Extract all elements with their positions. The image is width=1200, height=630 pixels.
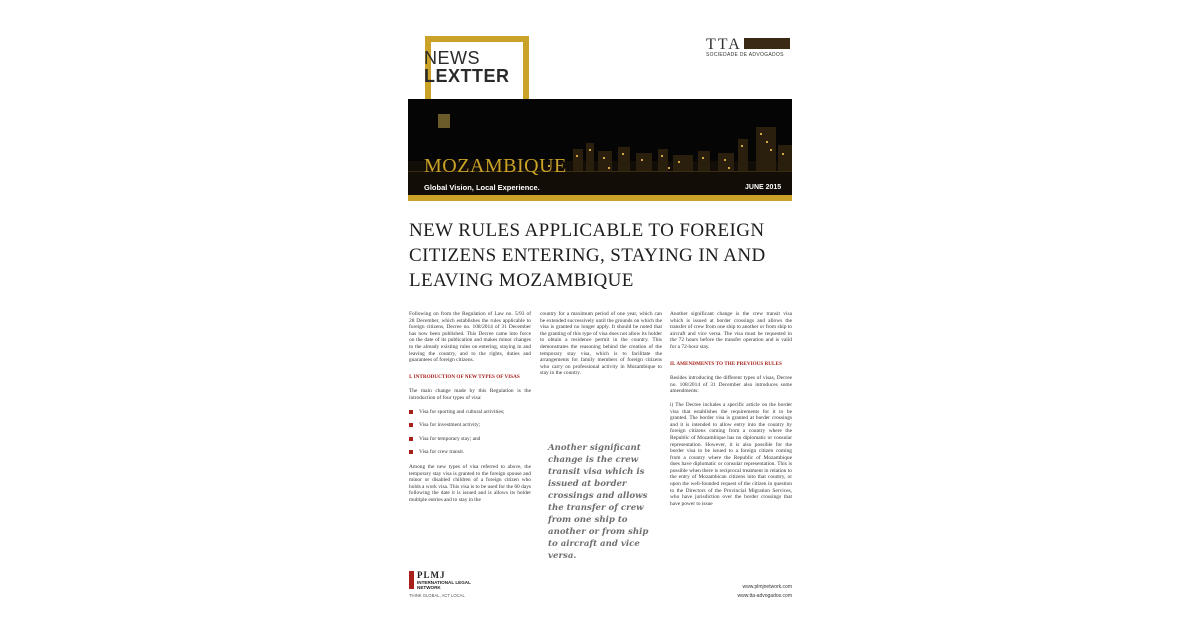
gold-divider: [408, 195, 792, 201]
footer-links: [730, 583, 792, 601]
visa-type-list: [409, 409, 531, 456]
newsletter-logo: [424, 49, 510, 85]
section-heading-1: I. INTRODUCTION OF NEW TYPES OF VISAS: [409, 373, 520, 380]
firm-logo-bar: [744, 38, 790, 49]
list-item: Visa for sporting and cultural activities;: [409, 409, 531, 416]
col1-para2: The main change made by this Regulation is the introduction of four types of visa:: [409, 388, 531, 401]
col1-intro: Following on from the Regulation of Law no. 5/93 of 28 December, which establishes the rules applicable to foreign citizens, Decree no. 108/2014 of 31 December has now been published. This Decree came into force on the date of its publication and makes minor changes to the already existing rules on entering, staying in and leaving the country, and to the rights, duties and guarantees of foreign citizens.: [409, 311, 531, 364]
city-skyline-image: [408, 99, 792, 195]
firm-logo: TTA: [706, 36, 742, 53]
logo-lextter: LEXTTER: [424, 66, 510, 86]
city-night-banner: [408, 99, 792, 195]
firm-subtitle: SOCIEDADE DE ADVOGADOS: [706, 52, 784, 58]
plmj-network: INTERNATIONAL LEGAL NETWORK: [417, 580, 471, 591]
footer-link-tta[interactable]: www.tta-advogados.com: [737, 593, 792, 599]
column-3: [670, 311, 792, 514]
col3-para2: Besides introducing the different types of visas, Decree no. 108/2014 of 31 December also introduces some amendments:: [670, 375, 792, 395]
list-item: Visa for temporary stay; and: [409, 436, 531, 443]
list-item: Visa for crew transit.: [409, 449, 531, 456]
plmj-logo-mark: [409, 571, 414, 589]
pull-quote: Another significant change is the crew transit visa which is issued at border crossings and allows the transfer of crew from one ship to another or from ship to aircraft and vice versa.: [548, 443, 649, 561]
article-headline: NEW RULES APPLICABLE TO FOREIGN CITIZENS ENTERING, STAYING IN AND LEAVING MOZAMBIQUE: [409, 220, 766, 291]
column-1: [409, 311, 531, 510]
section-heading-2: II. AMENDMENTS TO THE PREVIOUS RULES: [670, 360, 782, 367]
col2-text: country for a maximum period of one year, which can be extended successively until the grounds on which the visa is granted no longer apply. It should be noted that the granting of this type of visa does not allow its holder to obtain a residence permit in the country. This demonstrates the reasoning behind the creation of the temporary stay visa, which is to facilitate the arrangements for family members of foreign citizens who carry on professional activity in Mozambique to stay in the country.: [540, 311, 662, 377]
col3-para3: i) The Decree includes a specific article on the border visa that establishes the requirements for it to be granted. The border visa is granted at border crossings and it is intended to allow entry into the country by foreign citizens coming from a country where the Republic of Mozambique has no diplomatic or consular representation. However, it is also possible for the border visa to be issued to a foreign citizen coming from a country where the Republic of Mozambique does have diplomatic or consular representation. This is possible when there is reciprocal treatment in relation to the entry of Mozambican citizens into that country, or upon the well-founded request of the citizen in question to the Directors of the Provincial Migration Services, who have jurisdiction over the border crossings that have power to issue: [670, 401, 792, 507]
country-title: MOZAMBIQUE: [424, 155, 567, 177]
col1-para3: Among the new types of visa referred to above, the temporary stay visa is granted to the foreign spouse and minor or disabled children of a foreign citizen who holds a work visa. This visa is to be used for the 60 days following the date it is issued and is allows its holder multiple entries and to stay in the: [409, 463, 531, 503]
footer-link-plmj[interactable]: www.plmjnetwork.com: [742, 584, 792, 590]
list-item: Visa for investment activity;: [409, 422, 531, 429]
logo-news: NEWS: [424, 48, 480, 68]
col3-intro: Another significant change is the crew transit visa which is issued at border crossings and allows the transfer of crew from one ship to another or from ship to aircraft and vice versa. The visa must be requested in the 72 hours before the transfer operation and is valid for a 72-hour stay.: [670, 311, 793, 350]
issue-date: JUNE 2015: [745, 184, 782, 191]
column-2: [540, 311, 662, 384]
plmj-tagline: THINK GLOBAL, ACT LOCAL: [409, 593, 465, 598]
tagline: Global Vision, Local Experience.: [424, 183, 540, 192]
plmj-logo: PLMJ: [417, 570, 446, 580]
